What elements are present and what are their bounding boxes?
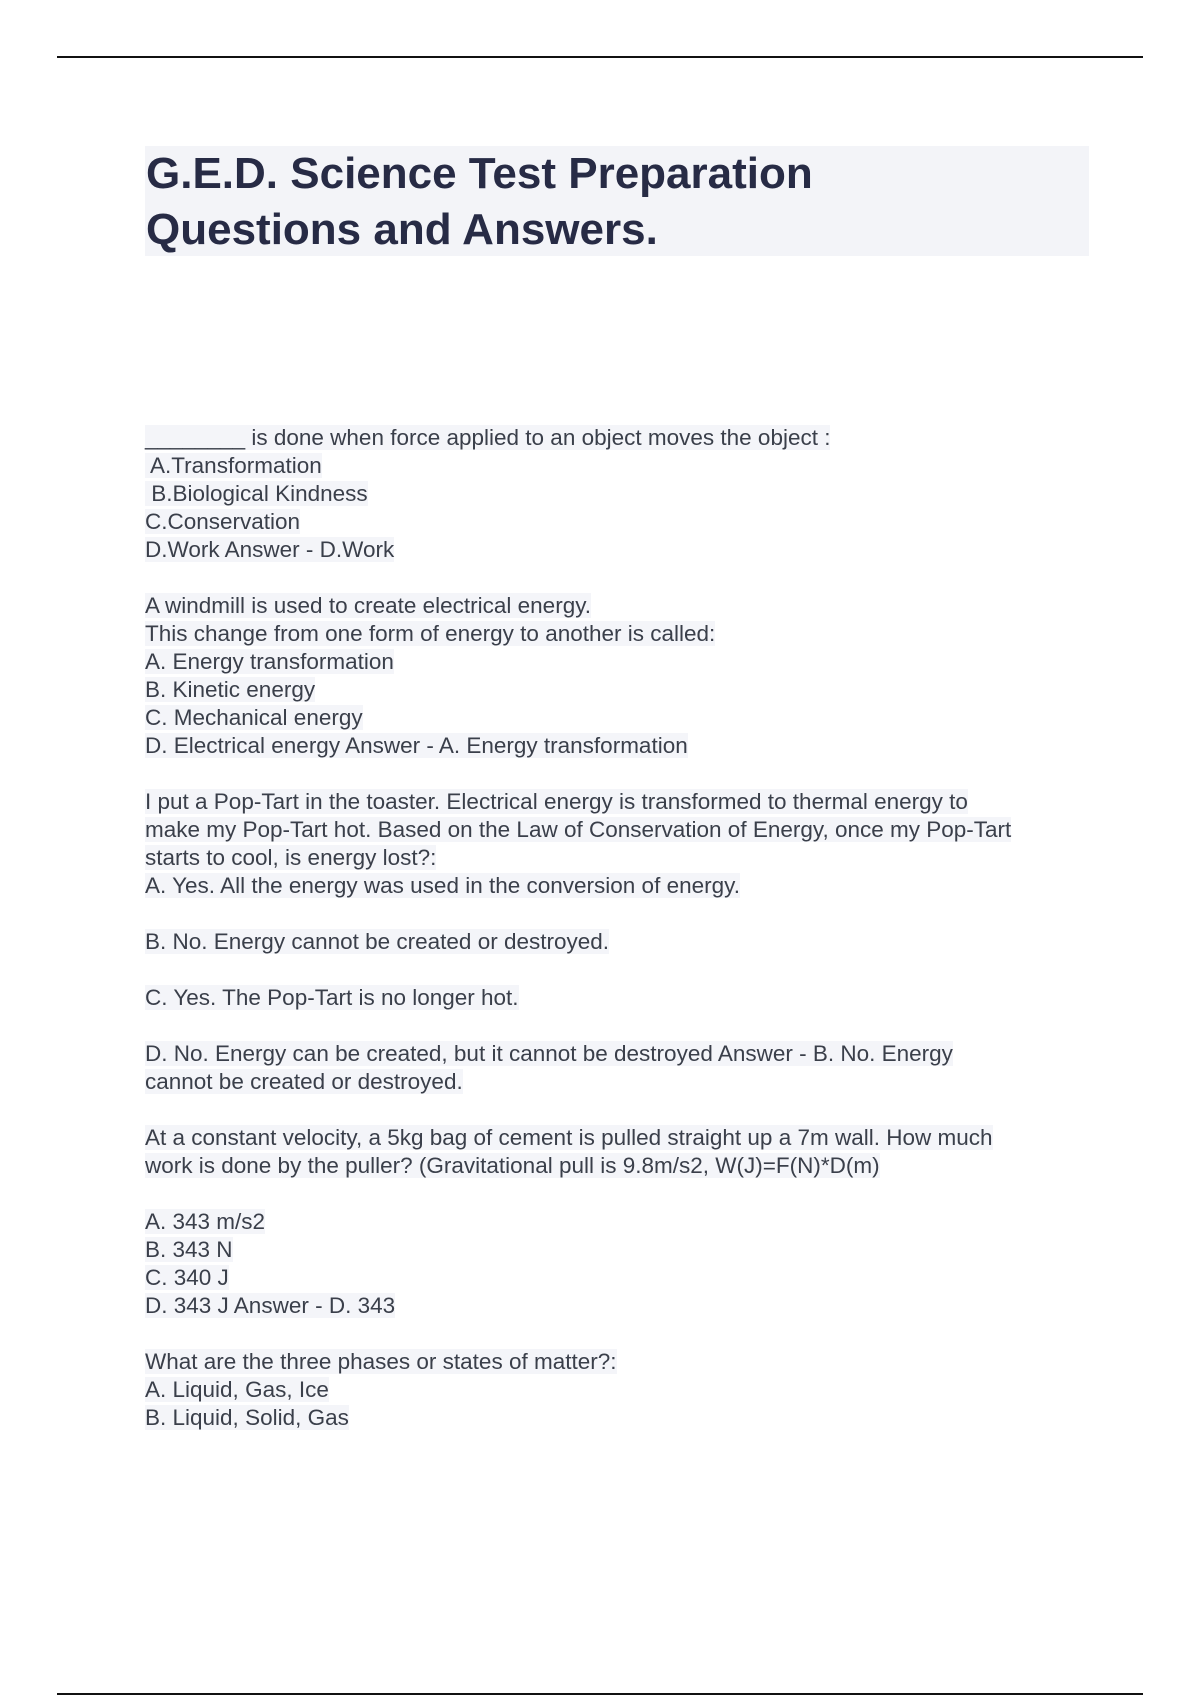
question-5-option-a: A. Liquid, Gas, Ice [145,1377,329,1402]
question-3-option-d-2-answer: cannot be created or destroyed. [145,1069,463,1094]
question-5 [145,1348,1090,1432]
question-4-option-c: C. 340 J [145,1265,229,1290]
question-2-option-c: C. Mechanical energy [145,705,363,730]
bottom-rule [57,1693,1143,1695]
question-4-option-b: B. 343 N [145,1237,233,1262]
question-1-stem: ________ is done when force applied to an object moves the object : [145,425,831,450]
page-title [146,146,1086,258]
question-3 [145,788,1090,1096]
question-1-option-a: A.Transformation [145,453,322,478]
question-4 [145,1124,1090,1320]
question-4-option-d-answer: D. 343 J Answer - D. 343 [145,1293,396,1318]
question-1-option-d-answer: D.Work Answer - D.Work [145,537,395,562]
top-rule [57,56,1143,58]
question-1-option-c: C.Conservation [145,509,301,534]
question-3-stem-3: starts to cool, is energy lost?: [145,845,437,870]
question-3-option-a: A. Yes. All the energy was used in the conversion of energy. [145,873,740,898]
questions-body [145,424,1090,1432]
question-3-stem-1: I put a Pop-Tart in the toaster. Electrical energy is transformed to thermal energy to [145,789,968,814]
question-4-option-a: A. 343 m/s2 [145,1209,266,1234]
question-1-option-b: B.Biological Kindness [145,481,368,506]
question-3-stem-2: make my Pop-Tart hot. Based on the Law of Conservation of Energy, once my Pop-Tart [145,817,1012,842]
question-3-option-c: C. Yes. The Pop-Tart is no longer hot. [145,985,519,1010]
question-3-option-d-1: D. No. Energy can be created, but it cannot be destroyed Answer - B. No. Energy [145,1041,953,1066]
title-line-2: Questions and Answers. [146,205,658,254]
question-4-stem-1: At a constant velocity, a 5kg bag of cement is pulled straight up a 7m wall. How much [145,1125,993,1150]
question-4-stem-2: work is done by the puller? (Gravitational pull is 9.8m/s2, W(J)=F(N)*D(m) [145,1153,880,1178]
question-2-option-d-answer: D. Electrical energy Answer - A. Energy transformation [145,733,688,758]
question-2-stem-2: This change from one form of energy to another is called: [145,621,716,646]
question-1 [145,424,1090,564]
title-line-1: G.E.D. Science Test Preparation [146,149,813,198]
question-2-option-b: B. Kinetic energy [145,677,316,702]
question-5-stem: What are the three phases or states of matter?: [145,1349,617,1374]
question-5-option-b: B. Liquid, Solid, Gas [145,1405,349,1430]
question-3-option-b: B. No. Energy cannot be created or destroyed. [145,929,610,954]
question-2-stem-1: A windmill is used to create electrical energy. [145,593,592,618]
question-2-option-a: A. Energy transformation [145,649,394,674]
question-2 [145,592,1090,760]
